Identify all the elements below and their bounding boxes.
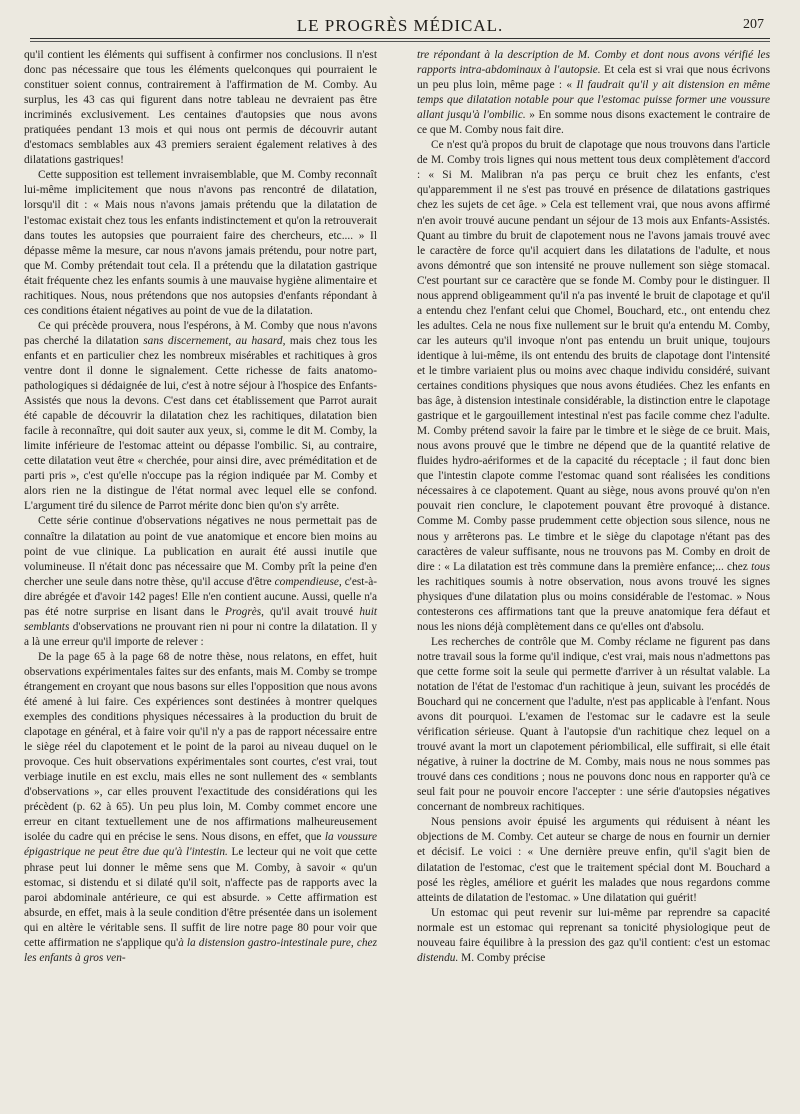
emphasis: tre répondant à la description de M. Comby et dont nous avons vérifié les rapports intra-abdominaux à l'autopsie. (417, 49, 770, 77)
emphasis: Progrès, (225, 605, 265, 618)
text-run: Un estomac qui peut revenir sur lui-même par reprendre sa capacité normale est un estomac qui reprenant sa tonicité physiologique peut de nouveau faire équilibre à la pression des gaz qu'il contient: c'est un estomac (417, 906, 770, 949)
text-run: Ce qui précède prouvera, nous l'espérons, à M. Comby que nous n'avons pas cherché la dilatation (24, 319, 377, 347)
emphasis: sans discernement, au hasard, (143, 334, 286, 347)
text-run: d'observations ne prouvant rien ni pour ni contre la dilatation. Il y a là une erreur qu'il importe de relever : (24, 620, 377, 648)
emphasis: Il faudrait qu'il y ait distension en même temps que dilatation notable pour que l'estomac puisse former une voussure allant jusqu'à l'ombilic. (417, 79, 770, 122)
paragraph (417, 635, 770, 816)
text-run: qu'il avait trouvé (264, 605, 360, 618)
text-run: Cette série continue d'observations négatives ne nous permettait pas de connaître la dilatation au point de vue anatomique et encore bien moins au point de vue clinique. La publication en aurait été aussi inutile que volumineuse. Il n'était donc pas nécessaire que M. Comby prît la peine d'en chercher une seule dans notre thèse, qu'il accuse d'être (24, 515, 377, 588)
text-run: De la page 65 à la page 68 de notre thèse, nous relatons, en effet, huit observations expérimentales faites sur des enfants, mais M. Comby se trompe étrangement en croyant que nous basons sur elles l'opposition que nous avons été amené à lui faire. Ces expériences sont destinées à montrer quelques exemples des conditions physiques nécessaires à la production du bruit de clapotage en général, et à faire voir qu'il n'y a pas de rapport nécessaire entre le siège réel du clapotement et le point de la paroi au niveau duquel on le provoque. Ces huit observations expérimentales sont courtes, c'est vrai, tout verbiage inutile en est exclu, mais elles ne sont nullement des « semblants d'observations », car elles prouvent l'exactitude des considérations qui les précèdent (p. 62 à 65). Un peu plus loin, M. Comby commet encore une erreur en citant textuellement une de nos affirmations malheureusement isolée du cadre qui en précise le sens. Nous disons, en effet, que (24, 650, 377, 844)
left-column (24, 48, 377, 966)
page-number: 207 (743, 17, 764, 32)
emphasis: tous (751, 560, 770, 573)
text-run: les rachitiques soumis à notre observation, nous avons trouvé les signes physiques d'une dilatation plus ou moins considérable de l'estomac. » Nous contesterons ces affirmations tant que la preuve anatomique fera défaut et nous les nions déjà complètement dans ce qu'elles ont d'absolu. (417, 575, 770, 633)
running-header (30, 14, 770, 38)
text-run: » En somme nous disons exactement le contraire de ce que M. Comby nous fait dire. (417, 109, 770, 137)
paragraph (24, 650, 377, 966)
emphasis: huit semblants (24, 605, 377, 633)
text-run: Ce n'est qu'à propos du bruit de clapotage que nous trouvons dans l'article de M. Comby trois lignes qui nous mettent tous deux complètement d'accord : « Si M. Malibran n'a pas perçu ce bruit chez les enfants, c'est qu'apparemment il ne s'est pas trouvé en présence de dilatations gastriques chez les sujets de cet âge. » Cela est tellement vrai, que nous avons affirmé n'en avoir trouvé aucune pendant un séjour de 13 mois aux Enfants-Assistés. Quant au timbre du bruit de clapotement nous ne l'avons jamais trouvé avec le caractère de force qu'il acquiert dans les dilatations de l'adulte, et nous avons démontré que son intensité ne prouve nullement son siège stomacal. C'est pourtant sur ce caractère que se fonde M. Comby pour le distinguer. Il nous apprend obligeamment qu'il n'a pas inventé le bruit de clapotage et qu'il a entendu chez l'enfant celui que Chomel, Bouchard, etc., ont entendu chez les adultes. Cela ne nous fixe nullement sur le bruit qu'a entendu M. Comby, car les auteurs qu'il invoque n'ont pas entendu un bruit unique, toujours identique à lui-même, ils ont entendu des bruits de clapotage dont l'intensité et le timbre variaient plus ou moins avec chaque individu considéré, suivant certaines conditions physiques que nous avons étudiées. Chez les enfants en bas âge, à distension intestinale considérable, la distinction entre le clapotage gastrique et le gargouillement intestinal n'est pas facile comme chez l'adulte. M. Comby prétend savoir la faire par le timbre et le siège de ce bruit. Mais, nous avons prouvé que le timbre ne dépend que de la quantité relative de fluides hydro-aériformes et de la capacité du réceptacle ; il faut donc bien que l'intestin clapote comme l'estomac quand sont réalisées les conditions nécessaires à ce clapotement. Quant au siège, nous avons prouvé qu'on n'en pouvait rien conclure, le clapotement pouvant être provoqué à distance. Comme M. Comby passe prudemment cette objection sous silence, nous ne nous y arrêterons pas. Le timbre et le siège du clapotage n'étant pas des caractères de valeur suffisante, nous ne trouvons pas M. Comby en droit de dire : « La dilatation est très commune dans la première enfance;... chez (417, 139, 770, 573)
journal-title: LE PROGRÈS MÉDICAL. (296, 16, 504, 35)
text-run: M. Comby précise (458, 951, 546, 964)
text-run: c'est-à-dire abrégée et d'avoir 142 pages! Elle n'en contient aucune. Aussi, quelle n'a pas été notre surprise en lisant dans le (24, 575, 378, 618)
paragraph (24, 168, 377, 318)
paragraph (24, 514, 377, 649)
right-column (417, 48, 770, 966)
text-run: qu'il contient les éléments qui suffisent à confirmer nos conclusions. Il n'est donc pas nécessaire que tous les éléments quelconques qui pourraient le constituer soient connus, contrairement à l'affirmation de M. Comby. Au surplus, les 43 cas qui figurent dans notre tableau ne devraient pas être incriminés exclusivement. Les centaines d'autopsies que nous avons pratiquées pendant 13 mois et qui nous ont permis de découvrir autant d'estomacs semblables aux 43 premiers seraient également relatives à des dilatations gastriques! (24, 49, 377, 167)
emphasis: à la distension gastro-intestinale pure, chez les enfants à gros ven- (24, 936, 377, 964)
text-run: Le lecteur qui ne voit que cette phrase peut lui donner le même sens que M. Comby, à savoir « qu'un estomac, si distendu et si dilaté qu'il soit, n'affecte pas de rapports avec la paroi abdominale antérieure, ce qui est absurde. » Cette affirmation est absurde, en effet, mais à la seule condition d'être présentée dans un isolement qui en altère le véritable sens. Il suffit de lire notre page 80 pour voir que cette affirmation ne s'applique qu' (24, 846, 377, 949)
paragraph (417, 815, 770, 905)
emphasis: distendu. (417, 951, 459, 964)
emphasis: la voussure épigastrique ne peut être due qu'à l'intestin. (24, 831, 377, 859)
text-run: Les recherches de contrôle que M. Comby réclame ne figurent pas dans notre travail sous la forme qu'il indique, c'est vrai, mais nous n'admettons pas que cette forme soit la seule qui permette d'arriver à un résultat valable. La notation de l'état de l'estomac d'un rachitique à jeun, suivant les procédés de Bouchard qui ne concernent que l'adulte, n'est pas applicable à l'enfant. Nous avons dit pourquoi. L'examen de l'estomac sur le cadavre est la seule vérification sérieuse. Quant à l'autopsie d'un rachitique chez lequel on a trouvé avant la mort un clapotement périombilical, elle suffirait, si elle était négative, à ruiner la doctrine de M. Comby, mais nous ne nous sommes pas trouvé dans ces conditions ; nous ne pouvons donc nous en rapporter qu'à ce seul fait pour ne pouvoir encore l'accepter : une série d'autopsies négatives concernant de nombreux rachitiques. (417, 635, 770, 814)
text-run: Cette supposition est tellement invraisemblable, que M. Comby reconnaît lui-même implicitement que nous n'avons pas rencontré de dilatation, lorsqu'il dit : « Mais nous n'avons jamais prétendu que la dilatation de l'estomac existait chez tous les enfants indistinctement et qu'on la retrouverait dans toutes les autopsies que pourraient faire des chercheurs, etc.... » Il dépasse même la mesure, car nous n'avons jamais prétendu, pour notre part, que M. Comby prétendait tout cela. Il a prétendu que la dilatation gastrique était fréquente chez les enfants soumis à une mauvaise hygiène alimentaire et rachitiques. Nous, nous prétendons que nos autopsies d'enfants répondant à ces conditions étaient négatives au point de vue de la dilatation. (24, 169, 377, 317)
paragraph (24, 319, 377, 515)
text-run: Nous pensions avoir épuisé les arguments qui réduisent à néant les objections de M. Comby. Cet auteur se charge de nous en fournir un dernier et décisif. Le voici : « Une dernière preuve enfin, qu'il s'agit bien de dilatation de l'estomac, c'est que le traitement spécial dont M. Bouchard a posé les règles, améliore et guérit les malades que nous regardons comme atteints de dilatation de l'estomac. » Une dilatation qui guérit! (417, 816, 770, 904)
text-run: Et cela est si vrai que nous écrivons un peu plus loin, même page : « (417, 64, 770, 92)
paragraph (24, 48, 377, 168)
paragraph (417, 48, 770, 138)
text-run: mais chez tous les enfants et en particulier chez les nombreux misérables et rachitiques à gros ventre dont il donne le signalement. Cette richesse de faits anatomo-pathologiques si dédaignée de lui, c'est à notre séjour à l'hospice des Enfants-Assistés que nous la devons. C'est dans cet établissement que Parrot aurait été capable de découvrir la dilatation chez les rachitiques, dilatation bien facile à reconnaître, qui doit sauter aux yeux, si, comme le dit M. Comby, la limite inférieure de l'estomac atteint ou dépasse l'ombilic. Si, au contraire, cette dilatation veut être « cherchée, pour ainsi dire, avec préméditation et de parti pris », c'est qu'elle n'occupe pas la région indiquée par M. Comby et alors rien ne la distingue de l'état normal avec lequel elle se confond. L'argument tiré du silence de Parrot mérite donc bien qu'on s'y arrête. (24, 334, 377, 513)
paragraph (417, 138, 770, 635)
header-rule (30, 38, 770, 42)
paragraph (417, 906, 770, 966)
emphasis: compendieuse, (274, 575, 342, 588)
